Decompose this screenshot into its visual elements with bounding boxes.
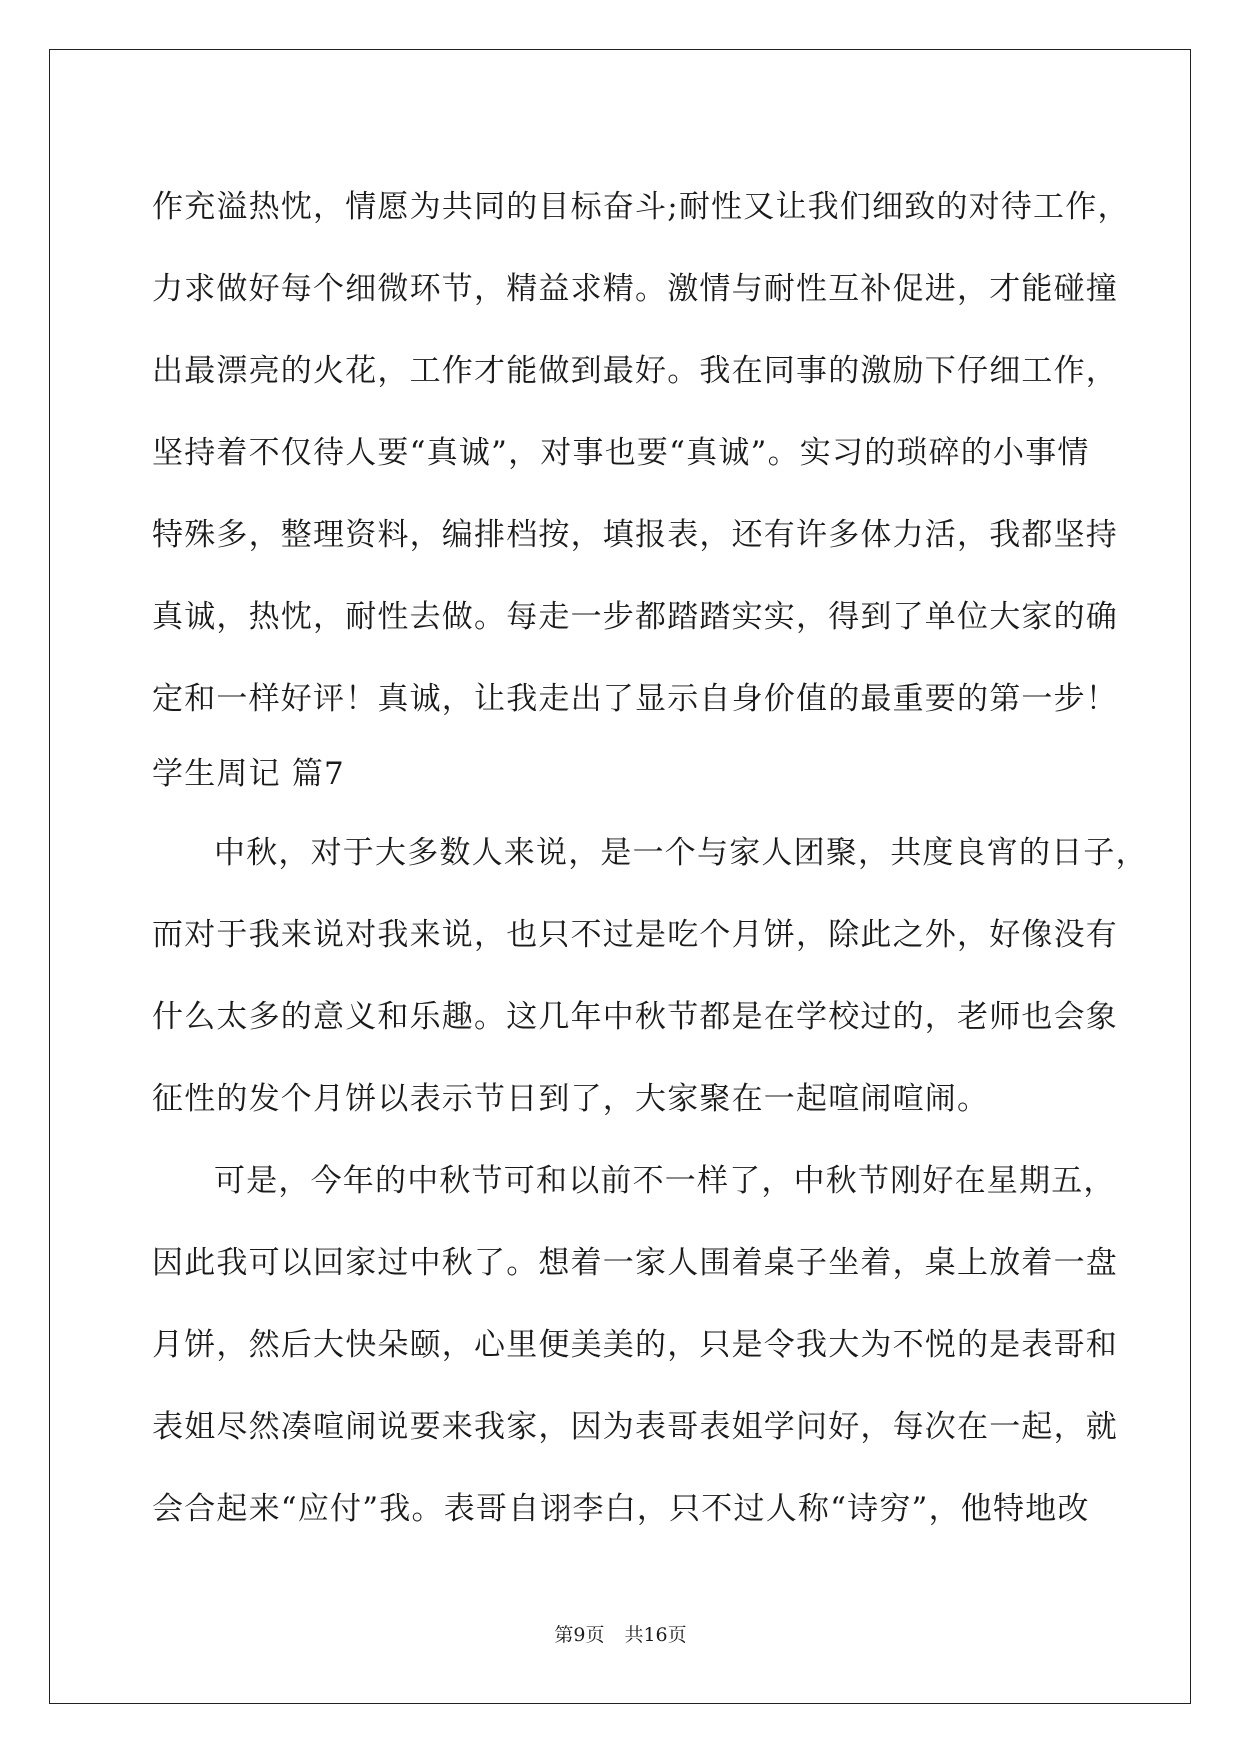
text-line: 力求做好每个细微环节，精益求精。激情与耐性互补促进，才能碰撞 bbox=[152, 271, 1118, 307]
text-line: 征性的发个月饼以表示节日到了，大家聚在一起喧闹喧闹。 bbox=[152, 1081, 990, 1117]
section-heading: 学生周记 篇7 bbox=[152, 756, 345, 792]
text-line: 可是，今年的中秋节可和以前不一样了，中秋节刚好在星期五， bbox=[214, 1163, 1116, 1199]
text-line: 坚持着不仅待人要“真诚”，对事也要“真诚”。实习的琐碎的小事情 bbox=[152, 435, 1090, 471]
total-pages-label: 共16页 bbox=[624, 1624, 687, 1646]
document-body bbox=[152, 166, 1148, 1550]
text-line: 因此我可以回家过中秋了。想着一家人围着桌子坐着，桌上放着一盘 bbox=[152, 1245, 1118, 1281]
text-line: 什么太多的意义和乐趣。这几年中秋节都是在学校过的，老师也会象 bbox=[152, 999, 1118, 1035]
text-line: 特殊多，整理资料，编排档按，填报表，还有许多体力活，我都坚持 bbox=[152, 517, 1118, 553]
current-page-label: 第9页 bbox=[554, 1624, 605, 1646]
text-line: 而对于我来说对我来说，也只不过是吃个月饼，除此之外，好像没有 bbox=[152, 917, 1118, 953]
text-line: 表姐尽然凑喧闹说要来我家，因为表哥表姐学问好，每次在一起，就 bbox=[152, 1409, 1118, 1445]
text-line: 会合起来“应付”我。表哥自诩李白，只不过人称“诗穷”，他特地改 bbox=[152, 1491, 1090, 1527]
page-footer bbox=[0, 1620, 1241, 1647]
text-line: 月饼，然后大快朵颐，心里便美美的，只是令我大为不悦的是表哥和 bbox=[152, 1327, 1118, 1363]
text-line: 中秋，对于大多数人来说，是一个与家人团聚，共度良宵的日子， bbox=[214, 835, 1148, 871]
text-line: 作充溢热忱，情愿为共同的目标奋斗;耐性又让我们细致的对待工作， bbox=[152, 189, 1130, 225]
text-line: 真诚，热忱，耐性去做。每走一步都踏踏实实，得到了单位大家的确 bbox=[152, 599, 1118, 635]
text-line: 定和一样好评！真诚，让我走出了显示自身价值的最重要的第一步！ bbox=[152, 681, 1118, 717]
text-line: 出最漂亮的火花，工作才能做到最好。我在同事的激励下仔细工作， bbox=[152, 353, 1118, 389]
